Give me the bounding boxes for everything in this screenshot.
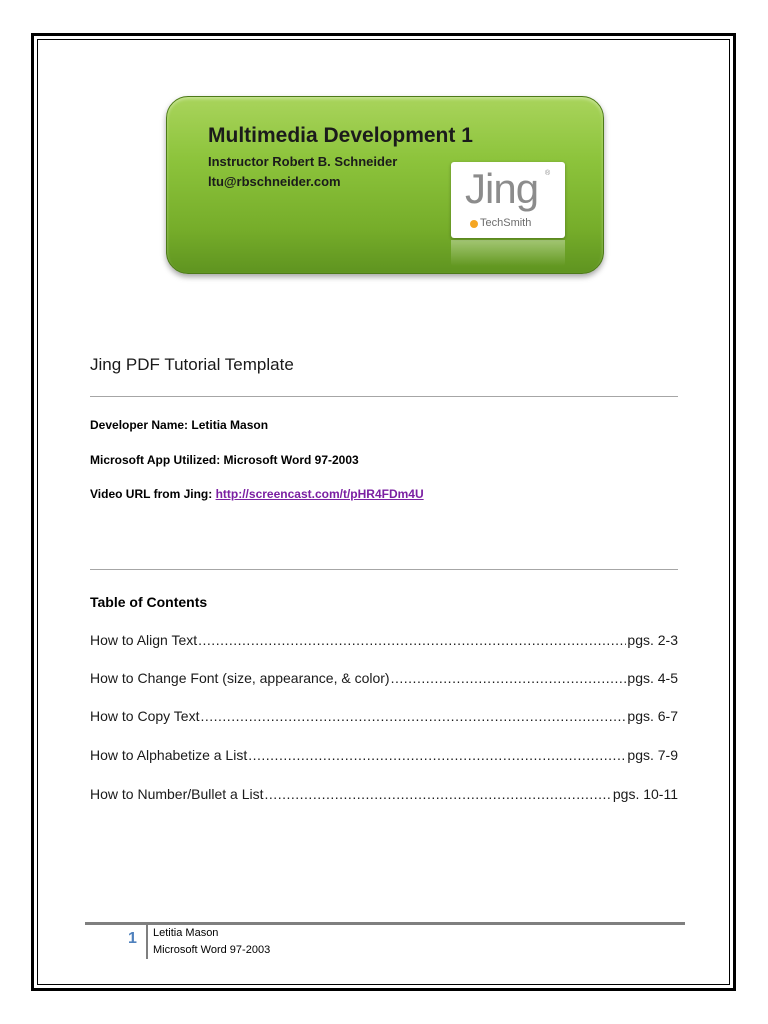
video-url-link[interactable]: http://screencast.com/t/pHR4FDm4U xyxy=(215,487,424,501)
video-url-line xyxy=(90,487,424,501)
footer-separator xyxy=(146,925,148,959)
footer-divider xyxy=(85,922,685,925)
divider-top xyxy=(90,396,678,397)
toc-leader xyxy=(198,632,626,648)
techsmith-text: TechSmith xyxy=(480,217,532,229)
course-title: Multimedia Development 1 xyxy=(208,124,473,147)
toc-heading: Table of Contents xyxy=(90,594,208,610)
course-banner xyxy=(166,96,604,274)
toc-entry xyxy=(90,786,678,802)
toc-entry xyxy=(90,708,678,724)
instructor-name: Instructor Robert B. Schneider xyxy=(208,154,398,169)
techsmith-icon xyxy=(470,220,478,228)
toc-leader xyxy=(200,708,626,724)
video-url-label: Video URL from Jing: xyxy=(90,487,216,501)
toc-leader xyxy=(265,786,612,802)
logo-reflection xyxy=(451,240,565,266)
registered-mark: ® xyxy=(545,170,551,177)
toc-entry-title: How to Change Font (size, appearance, & color) xyxy=(90,670,390,686)
developer-name: Developer Name: Letitia Mason xyxy=(90,418,269,432)
instructor-email: ltu@rbschneider.com xyxy=(208,174,341,189)
toc-entry-title: How to Copy Text xyxy=(90,708,200,724)
toc-entry-pages: pgs. 2-3 xyxy=(627,632,678,648)
toc-entry-title: How to Alphabetize a List xyxy=(90,747,248,763)
toc-entry-pages: pgs. 10-11 xyxy=(612,786,678,802)
document-title: Jing PDF Tutorial Template xyxy=(90,355,294,374)
toc-entry-title: How to Align Text xyxy=(90,632,198,648)
toc-leader xyxy=(391,670,627,686)
toc-entry xyxy=(90,747,678,763)
toc-entry xyxy=(90,632,678,648)
toc-leader xyxy=(248,747,626,763)
jing-logo xyxy=(451,162,565,238)
toc-entry-title: How to Number/Bullet a List xyxy=(90,786,264,802)
app-utilized: Microsoft App Utilized: Microsoft Word 97-2003 xyxy=(90,453,359,467)
jing-logo-text: Jing xyxy=(465,165,539,212)
footer-author: Letitia Mason xyxy=(153,927,219,939)
toc-entry-pages: pgs. 7-9 xyxy=(627,747,678,763)
divider-bottom xyxy=(90,569,678,570)
footer-app: Microsoft Word 97-2003 xyxy=(153,944,271,956)
page-number: 1 xyxy=(128,930,137,947)
toc-entry xyxy=(90,670,678,686)
toc-entry-pages: pgs. 4-5 xyxy=(627,670,678,686)
toc-entry-pages: pgs. 6-7 xyxy=(627,708,678,724)
